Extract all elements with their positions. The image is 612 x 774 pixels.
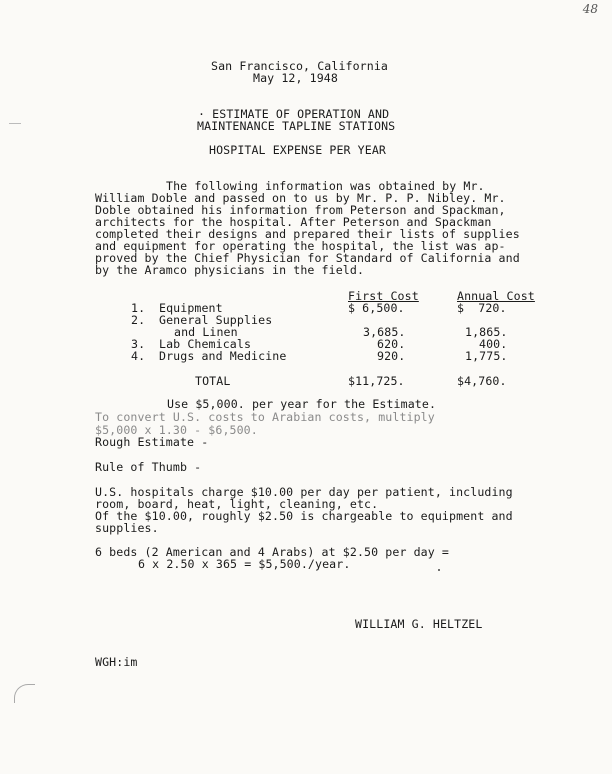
row-number: 3. bbox=[131, 337, 146, 351]
row-first-cost: 620. bbox=[377, 337, 406, 351]
subtitle: HOSPITAL EXPENSE PER YEAR bbox=[209, 143, 387, 157]
row-item: General Supplies bbox=[159, 313, 273, 327]
signature: WILLIAM G. HELTZEL bbox=[355, 617, 483, 631]
row-first-cost: $ 6,500. bbox=[348, 301, 405, 315]
initials: WGH:im bbox=[95, 655, 138, 669]
row-number: 4. bbox=[131, 349, 146, 363]
intro-line: completed their designs and prepared their lists of supplies bbox=[95, 227, 520, 241]
row-item: and Linen bbox=[174, 325, 238, 339]
intro-line: Doble obtained his information from Peterson and Spackman, bbox=[95, 203, 506, 217]
total-first-cost: $11,725. bbox=[348, 374, 405, 388]
row-annual-cost: 400. bbox=[479, 337, 508, 351]
hospital-line: room, board, heat, light, cleaning, etc. bbox=[95, 497, 379, 511]
hospital-line: U.S. hospitals charge $10.00 per day per patient, including bbox=[95, 485, 513, 499]
margin-mark bbox=[14, 684, 35, 703]
stray-dot bbox=[438, 569, 440, 571]
total-label: TOTAL bbox=[195, 374, 231, 388]
title-line-2: MAINTENANCE TAPLINE STATIONS bbox=[197, 119, 396, 133]
margin-mark bbox=[9, 123, 21, 124]
intro-line: and equipment for operating the hospital, the list was ap- bbox=[95, 239, 506, 253]
row-item: Lab Chemicals bbox=[159, 337, 252, 351]
total-annual-cost: $4,760. bbox=[457, 374, 507, 388]
intro-line: William Doble and passed on to us by Mr. P. P. Nibley. Mr. bbox=[95, 191, 506, 205]
row-item: Equipment bbox=[159, 301, 223, 315]
use-estimate-line: Use $5,000. per year for the Estimate. bbox=[167, 397, 437, 411]
intro-line: The following information was obtained by Mr. bbox=[166, 179, 485, 193]
header-place: San Francisco, California bbox=[211, 59, 389, 73]
title-line-1: · ESTIMATE OF OPERATION AND bbox=[198, 107, 390, 121]
row-first-cost: 3,685. bbox=[363, 325, 406, 339]
beds-calculation: 6 x 2.50 x 365 = $5,500./year. bbox=[138, 557, 351, 571]
rule-of-thumb-label: Rule of Thumb - bbox=[95, 460, 202, 474]
convert-line: To convert U.S. costs to Arabian costs, multiply bbox=[95, 410, 435, 424]
row-number: 2. bbox=[131, 313, 146, 327]
beds-line: 6 beds (2 American and 4 Arabs) at $2.50 per day = bbox=[95, 545, 450, 559]
intro-line: architects for the hospital. After Peterson and Spackman bbox=[95, 215, 492, 229]
intro-line: by the Aramco physicians in the field. bbox=[95, 263, 365, 277]
row-annual-cost: 1,775. bbox=[465, 349, 508, 363]
row-number: 1. bbox=[131, 301, 146, 315]
column-header-annual-cost: Annual Cost bbox=[457, 289, 535, 303]
row-item: Drugs and Medicine bbox=[159, 349, 287, 363]
row-annual-cost: $ 720. bbox=[457, 301, 507, 315]
hospital-line: supplies. bbox=[95, 521, 159, 535]
row-annual-cost: 1,865. bbox=[465, 325, 508, 339]
rough-estimate-label: Rough Estimate - bbox=[95, 435, 209, 449]
hospital-line: Of the $10.00, roughly $2.50 is chargeable to equipment and bbox=[95, 509, 513, 523]
page-number: 48 bbox=[582, 2, 598, 16]
header-date: May 12, 1948 bbox=[253, 71, 338, 85]
row-first-cost: 920. bbox=[377, 349, 406, 363]
intro-line: proved by the Chief Physician for Standard of California and bbox=[95, 251, 520, 265]
column-header-first-cost: First Cost bbox=[348, 289, 419, 303]
convert-line: $5,000 x 1.30 - $6,500. bbox=[95, 423, 258, 437]
